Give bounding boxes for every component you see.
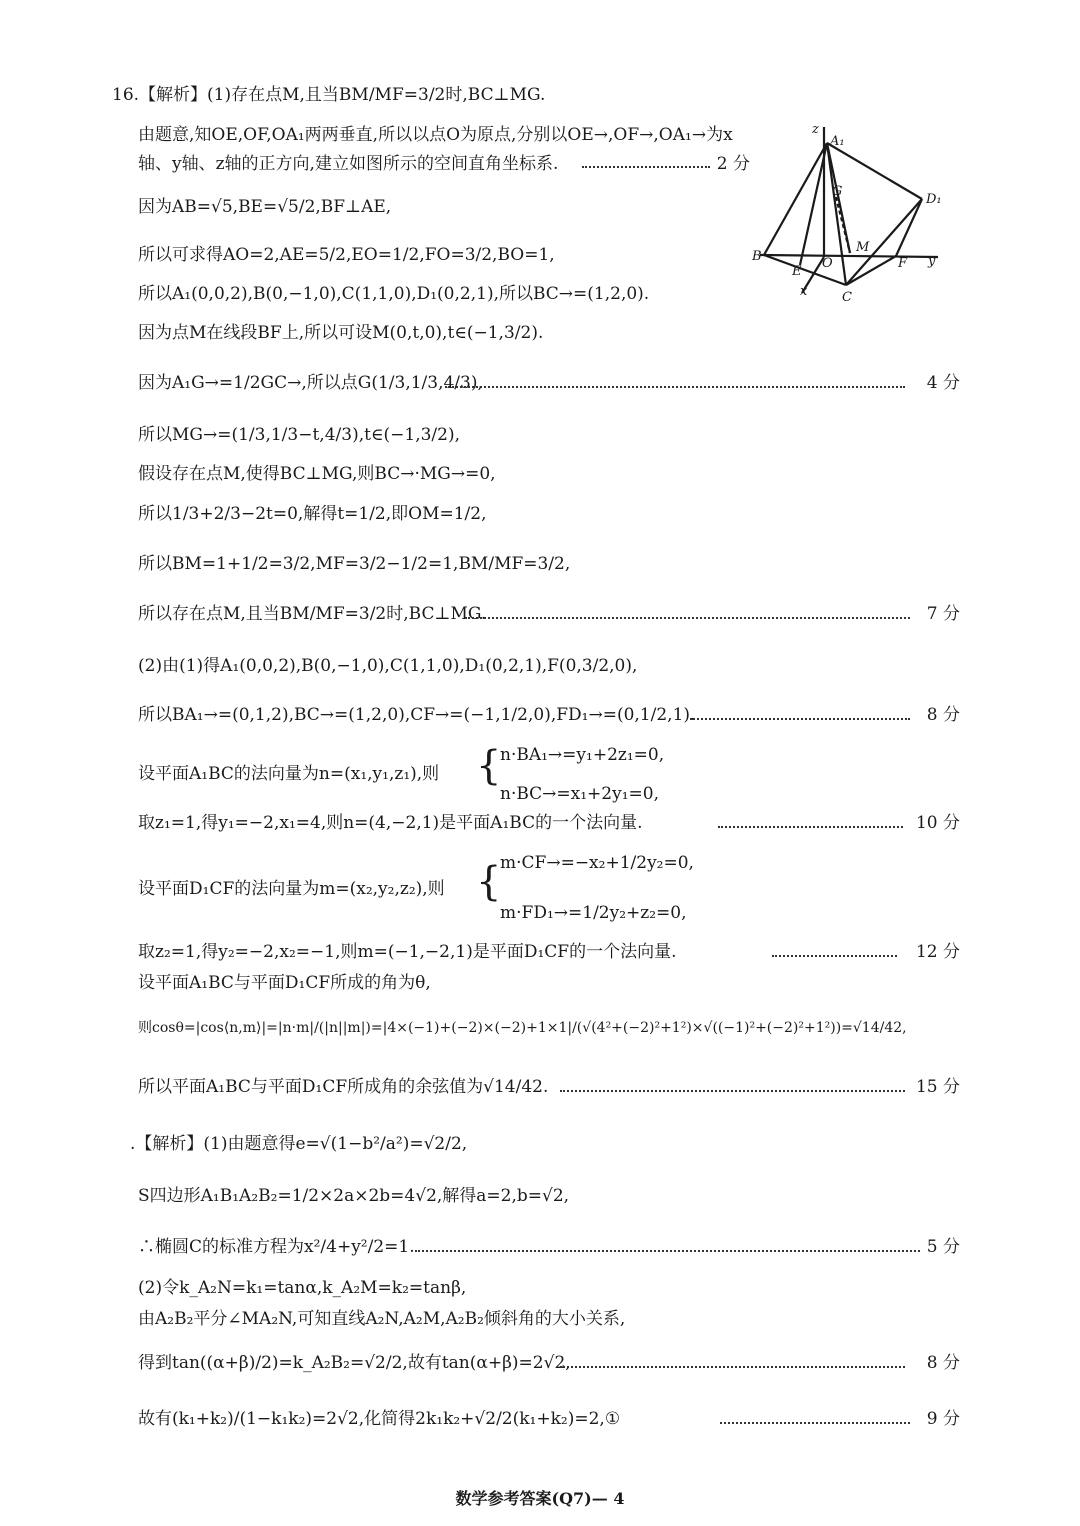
q16-line-11: 所以1/3+2/3−2t=0,解得t=1/2,即OM=1/2, <box>138 504 487 524</box>
q16-line-16a: 设平面A₁BC的法向量为n=(x₁,y₁,z₁),则 <box>138 764 440 784</box>
edge-a1-b <box>764 143 827 255</box>
label-m: M <box>856 240 870 255</box>
score-leader <box>465 617 910 619</box>
q17-line-1: .【解析】(1)由题意得e=√(1−b²/a²)=√2/2, <box>130 1134 468 1154</box>
label-b: B <box>752 249 762 264</box>
q17-line-6: 得到tan((α+β)/2)=k_A₂B₂=√2/2,故有tan(α+β)=2√2, <box>138 1353 571 1373</box>
label-e: E <box>792 264 802 279</box>
score-leader <box>560 1366 905 1368</box>
q16-line-18a: 设平面D₁CF的法向量为m=(x₂,y₂,z₂),则 <box>138 879 445 899</box>
score-15: 15 分 <box>915 1077 960 1097</box>
q16-line-13: 所以存在点M,且当BM/MF=3/2时,BC⊥MG. <box>138 604 487 624</box>
score-leader <box>718 826 903 828</box>
q16-line-15: 所以BA₁→=(0,1,2),BC→=(1,2,0),CF→=(−1,1/2,0),FD₁→=(0,1/2,1). <box>138 705 696 725</box>
q16-line-1: 16.【解析】(1)存在点M,且当BM/MF=3/2时,BC⊥MG. <box>112 85 546 105</box>
page-footer: 数学参考答案(Q7)— 4 <box>455 1489 625 1508</box>
score-7: 7 分 <box>926 604 960 624</box>
q16-line-9: 所以MG→=(1/3,1/3−t,4/3),t∈(−1,3/2), <box>138 425 461 445</box>
score-leader <box>720 1422 910 1424</box>
brace: { <box>476 743 502 789</box>
score-leader <box>582 166 710 168</box>
q16-line-16b: n·BA₁→=y₁+2z₁=0, <box>500 745 665 765</box>
q16-line-3: 轴、y轴、z轴的正方向,建立如图所示的空间直角坐标系. <box>138 154 559 174</box>
q16-line-17: 取z₁=1,得y₁=−2,x₁=4,则n=(4,−2,1)是平面A₁BC的一个法向量. <box>138 813 643 833</box>
label-z: z <box>812 122 819 137</box>
score-9: 9 分 <box>926 1409 960 1429</box>
label-d1: D₁ <box>926 192 942 207</box>
score-12: 12 分 <box>915 942 960 962</box>
y-axis <box>760 255 938 257</box>
label-f: F <box>898 256 908 271</box>
q16-line-16c: n·BC→=x₁+2y₁=0, <box>500 784 660 804</box>
q17-line-2: S四边形A₁B₁A₂B₂=1/2×2a×2b=4√2,解得a=2,b=√2, <box>138 1186 570 1206</box>
q16-line-21: 则cosθ=|cos⟨n,m⟩|=|n·m|/(|n||m|)=|4×(−1)+(−2)×(−2)+1×1|/(√(4²+(−2)²+1²)×√((−1)²+(−2)²+1²))=√14/42, <box>138 1020 907 1036</box>
q16-line-5: 所以可求得AO=2,AE=5/2,EO=1/2,FO=3/2,BO=1, <box>138 245 555 265</box>
label-c: C <box>842 290 852 305</box>
q16-line-18c: m·FD₁→=1/2y₂+z₂=0, <box>500 903 687 923</box>
q16-line-6: 所以A₁(0,0,2),B(0,−1,0),C(1,1,0),D₁(0,2,1),所以BC→=(1,2,0). <box>138 284 650 304</box>
q16-line-7: 因为点M在线段BF上,所以可设M(0,t,0),t∈(−1,3/2). <box>138 323 544 343</box>
q16-line-22: 所以平面A₁BC与平面D₁CF所成角的余弦值为√14/42. <box>138 1077 549 1097</box>
q16-line-20: 设平面A₁BC与平面D₁CF所成的角为θ, <box>138 973 431 993</box>
score-10: 10 分 <box>915 813 960 833</box>
q16-line-14: (2)由(1)得A₁(0,0,2),B(0,−1,0),C(1,1,0),D₁(0,2,1),F(0,3/2,0), <box>138 656 638 676</box>
q17-line-4: (2)令k_A₂N=k₁=tanα,k_A₂M=k₂=tanβ, <box>138 1278 467 1298</box>
label-o: O <box>822 256 833 271</box>
q16-line-8: 因为A₁G→=1/2GC→,所以点G(1/3,1/3,4/3), <box>138 373 483 393</box>
edge-f-d1 <box>896 199 922 256</box>
score-leader <box>772 955 897 957</box>
brace: { <box>476 859 502 905</box>
score-leader <box>690 718 910 720</box>
score-4: 4 分 <box>926 373 960 393</box>
edge-b-c <box>764 255 846 285</box>
label-a1: A₁ <box>830 134 845 149</box>
score-8: 8 分 <box>926 705 960 725</box>
score-5: 5 分 <box>926 1237 960 1257</box>
q16-line-4: 因为AB=√5,BE=√5/2,BF⊥AE, <box>138 197 392 217</box>
score-leader <box>560 1090 905 1092</box>
q16-line-2: 由题意,知OE,OF,OA₁两两垂直,所以以点O为原点,分别以OE→,OF→,OA₁→为x <box>138 125 733 145</box>
label-g: G <box>832 184 843 199</box>
score-2: 2 分 <box>716 154 750 174</box>
score-leader <box>445 386 905 388</box>
score-8b: 8 分 <box>926 1353 960 1373</box>
geometry-figure <box>750 115 950 310</box>
q16-line-19: 取z₂=1,得y₂=−2,x₂=−1,则m=(−1,−2,1)是平面D₁CF的一个法向量. <box>138 942 677 962</box>
edge-c-f <box>846 256 896 285</box>
q17-line-5: 由A₂B₂平分∠MA₂N,可知直线A₂N,A₂M,A₂B₂倾斜角的大小关系, <box>138 1309 626 1329</box>
label-y: y <box>928 254 936 269</box>
q17-line-3: ∴椭圆C的标准方程为x²/4+y²/2=1. <box>138 1237 415 1257</box>
score-leader <box>415 1250 920 1252</box>
label-x: x <box>800 284 808 299</box>
q16-line-12: 所以BM=1+1/2=3/2,MF=3/2−1/2=1,BM/MF=3/2, <box>138 554 571 574</box>
q16-line-18b: m·CF→=−x₂+1/2y₂=0, <box>500 853 694 873</box>
q16-line-10: 假设存在点M,使得BC⊥MG,则BC→·MG→=0, <box>138 464 496 484</box>
q17-line-7: 故有(k₁+k₂)/(1−k₁k₂)=2√2,化简得2k₁k₂+√2/2(k₁+k₂)=2,① <box>138 1409 621 1429</box>
